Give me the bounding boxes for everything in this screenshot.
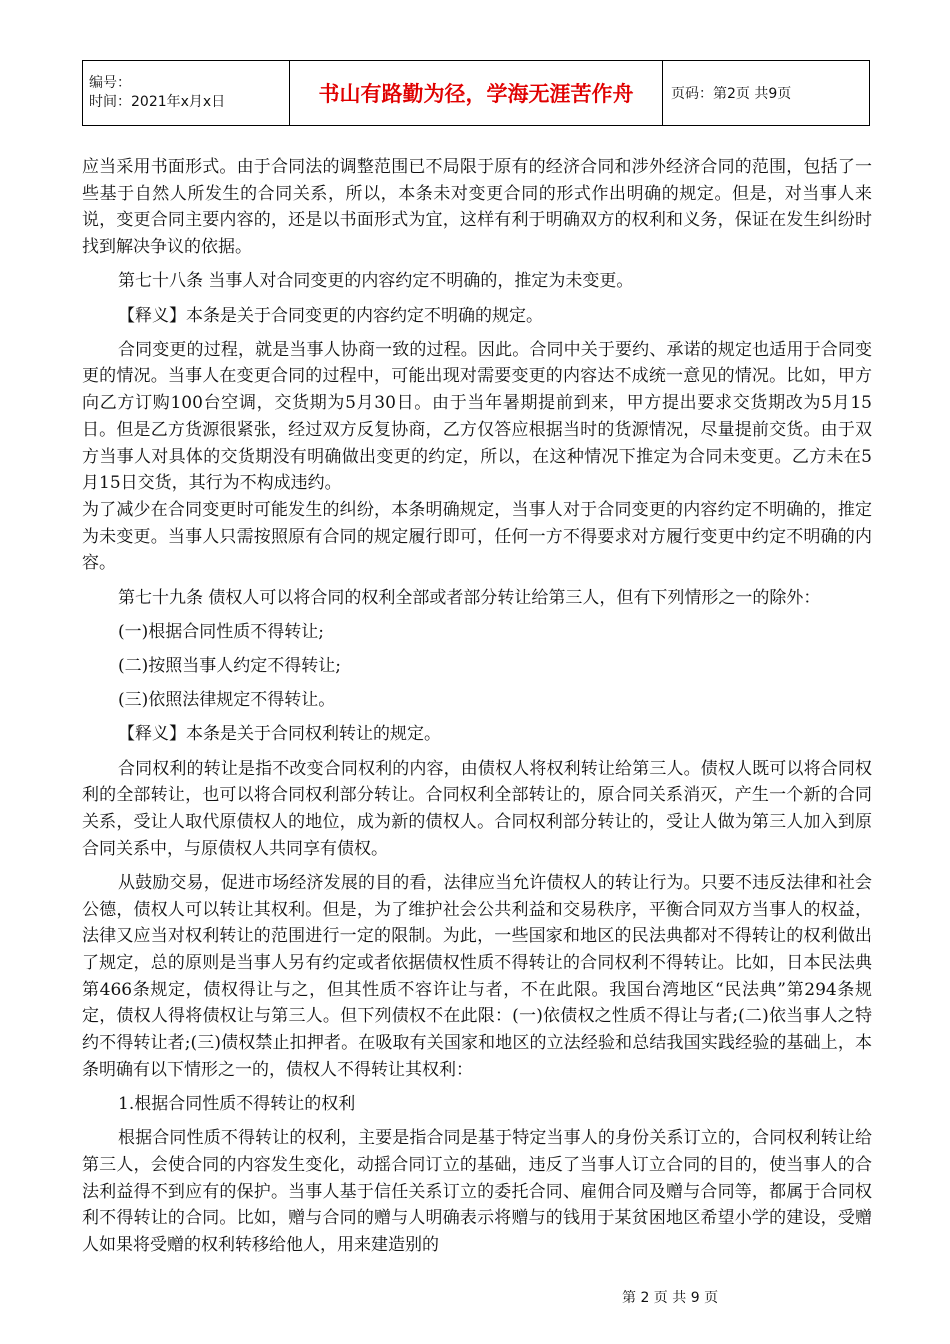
list-item: (一)根据合同性质不得转让; [118, 621, 324, 642]
header-motto: 书山有路勤为径，学海无涯苦作舟 [290, 61, 663, 126]
header-page-indicator: 页码：第2页 共9页 [663, 61, 870, 126]
page-footer: 第 2 页 共 9 页 [622, 1290, 719, 1306]
paragraph: 合同变更的过程，就是当事人协商一致的过程。因此。合同中关于要约、承诺的规定也适用于合同变更的情况。当事人在变更合同的过程中，可能出现对需要变更的内容达不成统一意见的情况。比如，甲方向乙方订购100台空调，交货期为5月30日。由于当年暑期提前到来，甲方提出要求交货期改为5月15日。但是乙方货源很紧张，经过双方反复协商，乙方仅答应根据当时的货源情况，尽量提前交货。由于双方当事人对具体的交货期没有明确做出变更的约定，所以，在这种情况下推定为合同未变更。乙方未在5月15日交货，其行为不构成违约。 [82, 339, 872, 494]
list-item: (三)依照法律规定不得转让。 [118, 690, 336, 711]
paragraph: 根据合同性质不得转让的权利，主要是指合同是基于特定当事人的身份关系订立的，合同权利转让给第三人，会使合同的内容发生变化，动摇合同订立的基础，违反了当事人订立合同的目的，使当事人的合法利益得不到应有的保护。当事人基于信任关系订立的委托合同、雇佣合同及赠与合同等，都属于合同权利不得转让的合同。比如，赠与合同的赠与人明确表示将赠与的钱用于某贫困地区希望小学的建设，受赠人如果将受赠的权利转移给他人，用来建造别的 [82, 1128, 872, 1256]
paragraph: 为了减少在合同变更时可能发生的纠纷，本条明确规定，当事人对于合同变更的内容约定不明确的，推定为未变更。当事人只需按照原有合同的规定履行即可，任何一方不得要求对方履行变更中约定不明确的内容。 [82, 499, 872, 574]
paragraph: 从鼓励交易，促进市场经济发展的目的看，法律应当允许债权人的转让行为。只要不违反法律和社会公德，债权人可以转让其权利。但是，为了维护社会公共利益和交易秩序，平衡合同双方当事人的权益，法律又应当对权利转让的范围进行一定的限制。为此，一些国家和地区的民法典都对不得转让的权利做出了规定，总的原则是当事人另有约定或者依据债权性质不得转让的合同权利不得转让。比如，日本民法典第466条规定，债权得让与之，但其性质不容许让与者，不在此限。我国台湾地区“民法典”第294条规定，债权人得将债权让与第三人。但下列债权不在此限：(一)依债权之性质不得让与者;(二)依当事人之特约不得转让者;(三)债权禁止扣押者。在吸取有关国家和地区的立法经验和总结我国实践经验的基础上，本条明确有以下情形之一的，债权人不得转让其权利： [82, 872, 872, 1080]
article-79-interpretation-title: 【释义】本条是关于合同权利转让的规定。 [118, 724, 441, 745]
article-79-heading: 第七十九条 债权人可以将合同的权利全部或者部分转让给第三人，但有下列情形之一的除外： [118, 587, 821, 608]
article-78-interpretation-title: 【释义】本条是关于合同变更的内容约定不明确的规定。 [118, 305, 543, 326]
document-time-label: 时间：2021年x月x日 [89, 94, 226, 110]
document-body [82, 154, 872, 1266]
article-78-heading: 第七十八条 当事人对合同变更的内容约定不明确的，推定为未变更。 [118, 271, 634, 292]
document-number-label: 编号： [89, 75, 131, 91]
section-subheading: 1.根据合同性质不得转让的权利 [118, 1094, 356, 1114]
list-item: (二)按照当事人约定不得转让; [118, 655, 341, 676]
header-meta [83, 61, 290, 126]
paragraph-continuation: 应当采用书面形式。由于合同法的调整范围已不局限于原有的经济合同和涉外经济合同的范围，包括了一些基于自然人所发生的合同关系，所以，本条未对变更合同的形式作出明确的规定。但是，对当事人来说，变更合同主要内容的，还是以书面形式为宜，这样有利于明确双方的权利和义务，保证在发生纠纷时找到解决争议的依据。 [82, 157, 872, 258]
paragraph: 合同权利的转让是指不改变合同权利的内容，由债权人将权利转让给第三人。债权人既可以将合同权利的全部转让，也可以将合同权利部分转让。合同权利全部转让的，原合同关系消灭，产生一个新的合同关系，受让人取代原债权人的地位，成为新的债权人。合同权利部分转让的，受让人做为第三人加入到原合同关系中，与原债权人共同享有债权。 [82, 758, 872, 859]
page-header [82, 60, 870, 126]
